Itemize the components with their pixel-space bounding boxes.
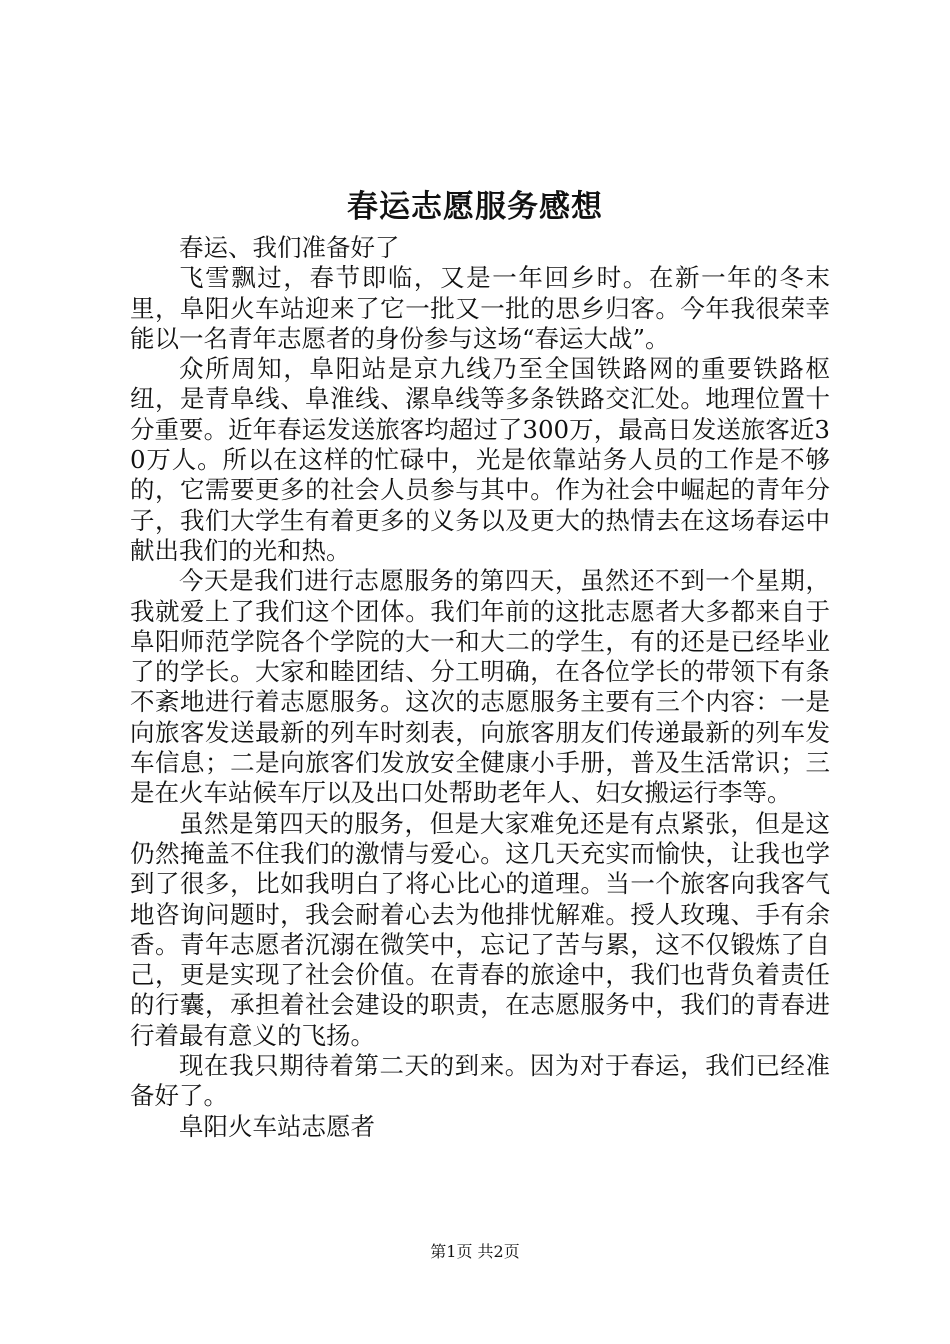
page-number-footer: 第1页 共2页: [430, 1242, 520, 1261]
document-title: 春运志愿服务感想: [347, 189, 603, 225]
paragraph-intro: 飞雪飘过，春节即临，又是一年回乡时。在新一年的冬末里，阜阳火车站迎来了它一批又一批的思乡归客。今年我很荣幸能以一名青年志愿者的身份参与这场“春运大战”。: [130, 263, 830, 353]
paragraph-signature: 阜阳火车站志愿者: [179, 1111, 375, 1141]
paragraph-station-background: 众所周知，阜阳站是京九线乃至全国铁路网的重要铁路枢纽，是青阜线、阜淮线、漯阜线等多条铁路交汇处。地理位置十分重要。近年春运发送旅客均超过了300万，最高日发送旅客近30万人。所以在这样的忙碌中，光是依靠站务人员的工作是不够的，它需要更多的社会人员参与其中。作为社会中崛起的青年分子，我们大学生有着更多的义务以及更大的热情去在这场春运中献出我们的光和热。: [130, 354, 830, 565]
paragraph-closing: 现在我只期待着第二天的到来。因为对于春运，我们已经准备好了。: [130, 1051, 830, 1111]
paragraph-subtitle: 春运、我们准备好了: [179, 233, 400, 262]
paragraph-reflection: 虽然是第四天的服务，但是大家难免还是有点紧张，但是这仍然掩盖不住我们的激情与爱心。这几天充实而愉快，让我也学到了很多，比如我明白了将心比心的道理。当一个旅客向我客气地咨询问题时，我会耐着心去为他排忧解难。授人玫瑰、手有余香。青年志愿者沉溺在微笑中，忘记了苦与累，这不仅锻炼了自己，更是实现了社会价值。在青春的旅途中，我们也背负着责任的行囊，承担着社会建设的职责，在志愿服务中，我们的青春进行着最有意义的飞扬。: [130, 808, 830, 1050]
document-body: [130, 233, 830, 1142]
paragraph-volunteer-team: 今天是我们进行志愿服务的第四天，虽然还不到一个星期，我就爱上了我们这个团体。我们年前的这批志愿者大多都来自于阜阳师范学院各个学院的大一和大二的学生，有的还是已经毕业了的学长。大家和睦团结、分工明确，在各位学长的带领下有条不紊地进行着志愿服务。这次的志愿服务主要有三个内容：一是向旅客发送最新的列车时刻表，向旅客朋友们传递最新的列车发车信息；二是向旅客们发放安全健康小手册，普及生活常识；三是在火车站候车厅以及出口处帮助老年人、妇女搬运行李等。: [130, 566, 830, 808]
